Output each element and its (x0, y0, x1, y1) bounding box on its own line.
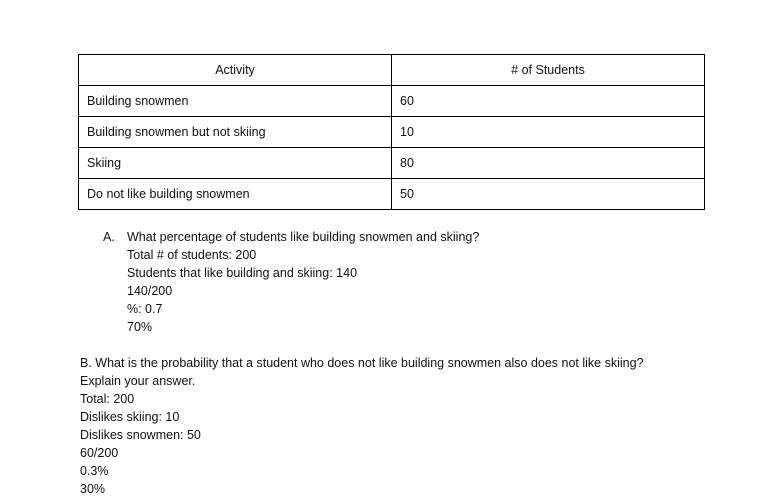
section-b (80, 354, 644, 498)
activity-cell: Skiing (79, 148, 392, 179)
answer-line: 30% (80, 482, 106, 496)
question-a (103, 228, 479, 246)
activity-table (78, 54, 705, 210)
answer-line: Total # of students: 200 (127, 248, 257, 262)
answer-line: 0.3% (80, 464, 109, 478)
header-activity: Activity (79, 55, 392, 86)
answer-line: %: 0.7 (127, 302, 163, 316)
count-cell: 50 (392, 179, 705, 210)
count-cell: 60 (392, 86, 705, 117)
count-cell: 10 (392, 117, 705, 148)
answer-line: 70% (127, 320, 153, 334)
question-a-text: What percentage of students like building snowmen and skiing? (127, 230, 480, 244)
question-b-text: Explain your answer. (80, 374, 196, 388)
question-a-label: A. (103, 230, 115, 244)
table-row (79, 179, 705, 210)
question-b-text: B. What is the probability that a student who does not like building snowmen also does not like skiing? (80, 356, 644, 370)
activity-cell: Building snowmen (79, 86, 392, 117)
answer-line: Dislikes skiing: 10 (80, 410, 180, 424)
table-row (79, 148, 705, 179)
count-cell: 80 (392, 148, 705, 179)
activity-cell: Building snowmen but not skiing (79, 117, 392, 148)
table-row (79, 86, 705, 117)
answer-line: Students that like building and skiing: 140 (127, 266, 358, 280)
section-a (103, 228, 479, 336)
answer-line: Total: 200 (80, 392, 135, 406)
answer-line: Dislikes snowmen: 50 (80, 428, 201, 442)
header-students: # of Students (392, 55, 705, 86)
table-header-row (79, 55, 705, 86)
activity-cell: Do not like building snowmen (79, 179, 392, 210)
answer-line: 60/200 (80, 446, 119, 460)
answer-line: 140/200 (127, 284, 173, 298)
table-row (79, 117, 705, 148)
